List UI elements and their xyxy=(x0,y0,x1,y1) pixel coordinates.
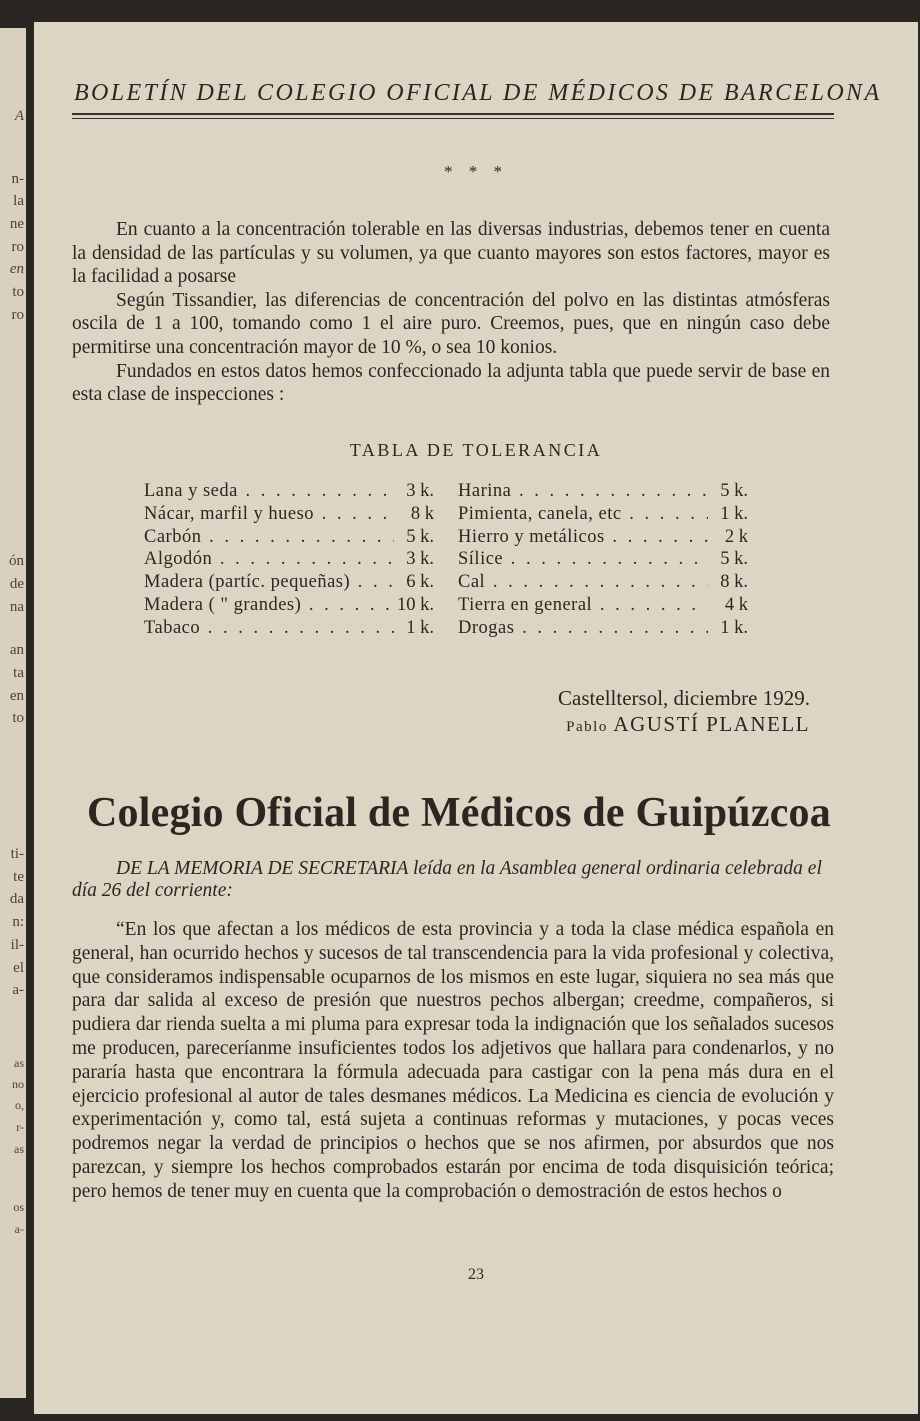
margin-fragment: os xyxy=(13,1200,24,1214)
table-row xyxy=(458,526,748,549)
table-value: 1 k. xyxy=(406,617,434,638)
table-value: 5 k. xyxy=(720,549,748,570)
author-first-name: Pablo xyxy=(566,719,608,735)
table-item: Drogas . . . xyxy=(458,617,708,640)
table-item: Hierro y metálicos . . . xyxy=(458,526,708,549)
margin-fragment: o, xyxy=(15,1098,24,1112)
tolerance-table-left xyxy=(144,480,434,640)
margin-fragment: as xyxy=(14,1056,24,1070)
tolerance-table-right xyxy=(458,480,748,640)
table-item: Nácar, marfil y hueso . . . xyxy=(144,503,394,526)
section-title: Colegio Oficial de Médicos de Guipúzcoa xyxy=(87,790,831,836)
section-intro: DE LA MEMORIA DE SECRETARIA leída en la Asamblea general ordinaria celebrada el día 26 del corriente: xyxy=(72,858,822,901)
section-separator: * * * xyxy=(444,162,508,181)
margin-fragment: el xyxy=(13,960,24,976)
table-row xyxy=(144,480,434,503)
table-value: 3 k. xyxy=(406,549,434,570)
table-value: 2 k xyxy=(724,526,748,547)
margin-fragment: n- xyxy=(11,171,24,187)
author-signature xyxy=(566,712,810,737)
margin-fragment: to xyxy=(12,284,24,300)
table-item: Pimienta, canela, etc . . . xyxy=(458,503,708,526)
table-row xyxy=(458,503,748,526)
header-rule xyxy=(72,113,834,115)
table-item: Madera ( " grandes) . . . xyxy=(144,594,394,617)
table-item: Madera (partíc. pequeñas) . . . xyxy=(144,571,394,594)
margin-fragment: ti- xyxy=(10,846,24,862)
journal-page xyxy=(34,22,918,1414)
table-item: Harina . . . xyxy=(458,480,708,503)
paragraph: En cuanto a la concentración tolerable en las diversas industrias, debemos tener en cuenta la densidad de las partículas y su volumen, ya que cuanto mayores son estos factores, mayor es la facilidad a posarse xyxy=(72,219,830,288)
margin-fragment: no xyxy=(12,1077,24,1091)
table-item: Tabaco . . . xyxy=(144,617,394,640)
margin-fragment: an xyxy=(9,642,24,658)
margin-fragment: n: xyxy=(12,914,24,930)
margin-fragment: r- xyxy=(16,1120,24,1134)
table-value: 8 k xyxy=(410,503,434,524)
table-value: 8 k. xyxy=(720,572,748,593)
table-row xyxy=(144,594,434,617)
table-item: Algodón . . . xyxy=(144,548,394,571)
table-row xyxy=(458,594,748,617)
margin-fragment: da xyxy=(9,891,24,907)
table-row xyxy=(144,571,434,594)
margin-fragment: en xyxy=(9,688,24,704)
table-item: Cal . . . xyxy=(458,571,708,594)
table-title: TABLA DE TOLERANCIA xyxy=(349,440,603,460)
table-row xyxy=(458,480,748,503)
table-row xyxy=(144,526,434,549)
table-value: 1 k. xyxy=(720,503,748,524)
running-header: BOLETÍN DEL COLEGIO OFICIAL DE MÉDICOS DE BARCELONA xyxy=(74,80,882,106)
page-number: 23 xyxy=(468,1266,484,1283)
place-date: Castelltersol, diciembre 1929. xyxy=(558,686,810,710)
table-value: 3 k. xyxy=(406,481,434,501)
margin-fragment: en xyxy=(9,261,24,277)
article-text xyxy=(72,218,830,407)
margin-fragment: as xyxy=(14,1142,24,1156)
margin-fragment: de xyxy=(9,576,24,592)
margin-fragment: a- xyxy=(12,982,24,998)
margin-fragment: A xyxy=(14,108,24,124)
table-row xyxy=(144,548,434,571)
paragraph: Fundados en estos datos hemos confeccionado la adjunta tabla que puede servir de base en esta clase de inspecciones : xyxy=(72,360,830,406)
margin-fragment: a- xyxy=(14,1222,24,1236)
table-value: 1 k. xyxy=(720,617,748,638)
table-row xyxy=(144,503,434,526)
margin-fragment: ro xyxy=(11,239,24,255)
table-value: 5 k. xyxy=(720,481,748,501)
table-row xyxy=(458,571,748,594)
table-item: Lana y seda . . . xyxy=(144,480,394,503)
table-item: Tierra en general . . . xyxy=(458,594,708,617)
section-body: “En los que afectan a los médicos de esta provincia y a toda la clase médica española en general, han ocurrido hechos y sucesos de tal transcendencia para la vida profesional y colectiva, que consideramos indispensable ocuparnos de los mismos en este lugar, siquiera no sea más que para dar salida al exceso de presión que nuestros pechos albergan; creedme, compañeros, si pudiera dar rienda suelta a mi pluma para expresar toda la indignación que los señalados sucesos me producen, pareceríanme insuficientes todos los adjetivos que hallara para condenarlos, y no pararía hasta que encontrara la fórmula adecuada para castigar con la pena más dura en el ejercicio profesional al autor de tales desmanes médicos. La Medicina es ciencia de evolución y experimentación y, como tal, está sujeta a continuas reformas y mutaciones, y pocas veces podremos negar la verdad de principios o hechos que se nos afirmen, por absurdos que nos parezcan, y siempre los hechos comprobados estarán por encima de toda disquisición teórica; pero hemos de tener muy en cuenta que la comprobación o demostración de estos hechos o xyxy=(72,919,834,1202)
margin-fragment: la xyxy=(13,193,24,209)
margin-fragment: to xyxy=(12,710,24,726)
table-row xyxy=(458,617,748,640)
adjacent-page-margin xyxy=(0,28,26,1398)
margin-fragment: na xyxy=(9,599,24,615)
author-surname: AGUSTÍ PLANELL xyxy=(613,712,810,736)
margin-fragment: te xyxy=(13,869,24,885)
table-value: 10 k. xyxy=(397,594,434,615)
table-value: 6 k. xyxy=(406,572,434,593)
header-rule xyxy=(72,118,834,119)
table-item: Sílice . . . xyxy=(458,548,708,571)
paragraph: Según Tissandier, las diferencias de concentración del polvo en las distintas atmósferas oscila de 1 a 100, tomando como 1 el aire puro. Creemos, pues, que en ningún caso debe permitirse una concentración mayor de 10 %, o sea 10 konios. xyxy=(72,289,830,358)
margin-fragment: ne xyxy=(9,216,24,232)
table-value: 5 k. xyxy=(406,526,434,547)
margin-fragment: ta xyxy=(13,665,24,681)
table-row xyxy=(458,548,748,571)
margin-fragment: il- xyxy=(10,937,24,953)
table-value: 4 k xyxy=(724,594,748,615)
table-item: Carbón . . . xyxy=(144,526,394,549)
margin-fragment: ro xyxy=(11,307,24,323)
margin-fragment: ón xyxy=(9,553,24,569)
table-row xyxy=(144,617,434,640)
